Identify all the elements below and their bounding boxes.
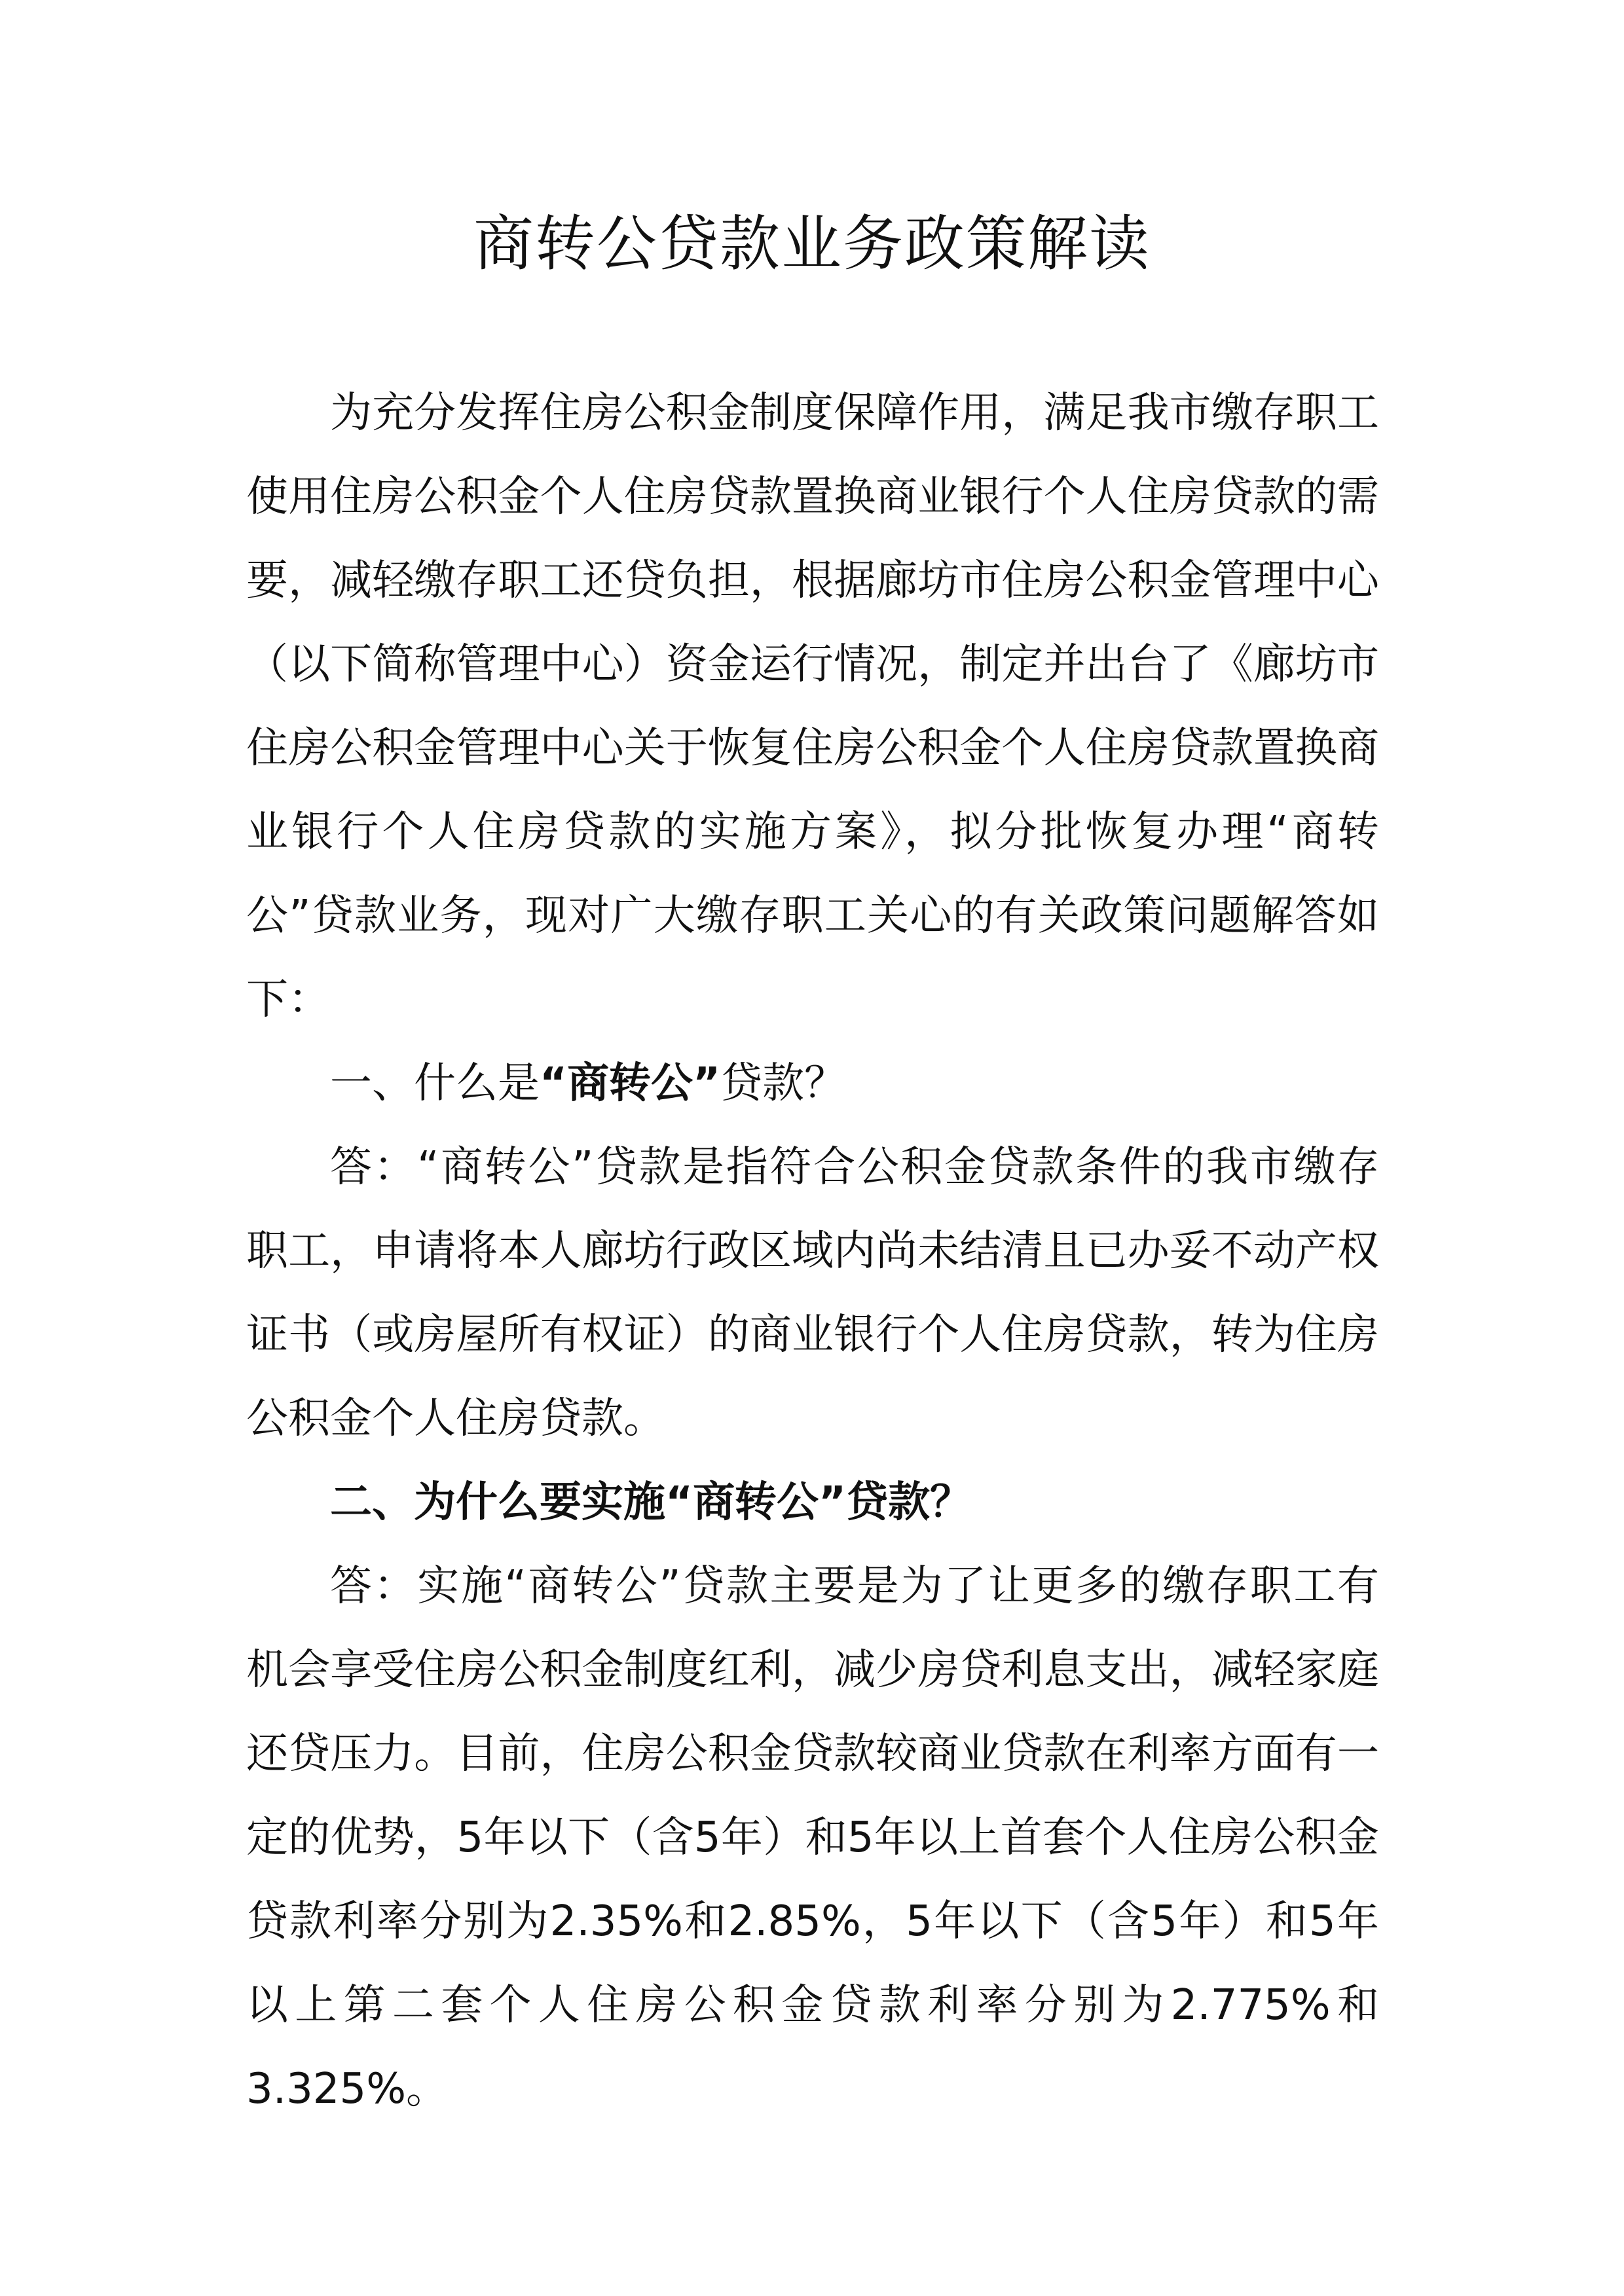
question-1-suffix: 贷款？ [720,1059,847,1108]
answer-1-paragraph: 答：“商转公”贷款是指符合公积金贷款条件的我市缴存职工，申请将本人廊坊行政区域内尚未结清且已办妥不动产权证书（或房屋所有权证）的商业银行个人住房贷款，转为住房公积金个人住房贷款。 [246,1143,1379,1443]
question-1-heading [246,1042,1379,1125]
document-title: 商转公贷款业务政策解读 [473,209,1151,279]
question-2-keyword: “商转公” [665,1478,847,1527]
document-body [246,371,1379,2131]
question-1-keyword: “商转公” [540,1059,721,1108]
question-2-suffix: 贷款？ [846,1478,972,1527]
question-2-prefix: 二、为什么要实施 [330,1478,665,1527]
question-1-prefix: 一、什么是 [330,1059,540,1108]
answer-2-paragraph: 答：实施“商转公”贷款主要是为了让更多的缴存职工有机会享受住房公积金制度红利，减少房贷利息支出，减轻家庭还贷压力。目前，住房公积金贷款较商业贷款在利率方面有一定的优势，5年以下（含5年）和5年以上首套个人住房公积金贷款利率分别为2.35%和2.85%，5年以下（含5年）和5年以上第二套个人住房公积金贷款利率分别为2.775%和3.325%。 [246,1562,1379,2113]
intro-paragraph: 为充分发挥住房公积金制度保障作用，满足我市缴存职工使用住房公积金个人住房贷款置换商业银行个人住房贷款的需要，减轻缴存职工还贷负担，根据廊坊市住房公积金管理中心（以下简称管理中心）资金运行情况，制定并出台了《廊坊市住房公积金管理中心关于恢复住房公积金个人住房贷款置换商业银行个人住房贷款的实施方案》，拟分批恢复办理“商转公”贷款业务，现对广大缴存职工关心的有关政策问题解答如下： [246,389,1379,1024]
question-2-heading [246,1461,1379,1544]
